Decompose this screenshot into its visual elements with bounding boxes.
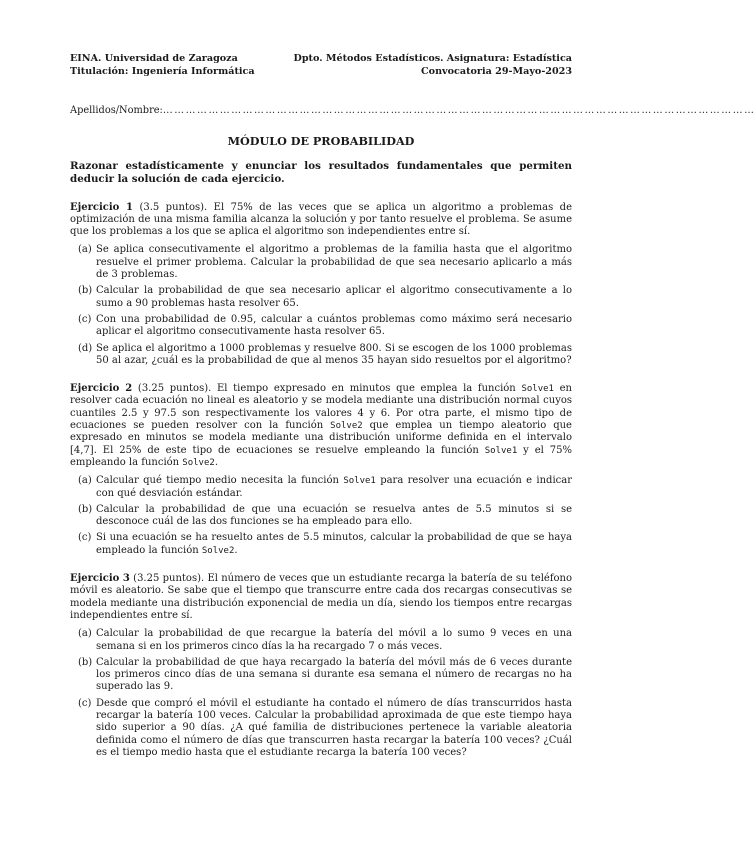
exercise-2-parts	[70, 475, 572, 557]
header-left	[70, 52, 255, 78]
exercise-1-body: El 75% de las veces que se aplica un algoritmo a problemas de optimización de una misma familia alcanza la solución y por tanto resuelve el problema. Se asume que los problemas a los que se aplica el algoritmo son independientes entre sí.	[70, 201, 572, 238]
ex3-part-b: Calcular la probabilidad de que haya recargado la batería del móvil más de 6 veces durante los primeros cinco días de una semana si durante esa semana el número de recargas no ha superado las 9.	[96, 656, 572, 693]
degree-line: Titulación: Ingeniería Informática	[70, 66, 255, 77]
exercise-3-points: (3.25 puntos).	[133, 573, 205, 585]
exercise-2	[70, 383, 572, 557]
ex3-part-a: Calcular la probabilidad de que recargue la batería del móvil a lo sumo 9 veces en una semana si en los primeros cinco días la ha recargado 7 o más veces.	[96, 628, 572, 652]
exercise-2-statement: Ejercicio 2 (3.25 puntos). El tiempo expresado en minutos que emplea la función Solve1 en resolver cada ecuación no lineal es aleatorio y se modela mediante una distribución normal cuyos cuantiles 2.5 y 97.5 son respectivamente los valores 4 y 6. Por otra parte, el mismo tipo de ecuaciones se pueden resolver con la función Solve2 que emplea un tiempo aleatorio que expresado en minutos se modela mediante una distribución uniforme definida en el intervalo [4,7]. El 25% de este tipo de ecuaciones se resuelve empleando la función Solve1 y el 75% empleando la función Solve2.	[70, 383, 572, 468]
list-item: (c) Con una probabilidad de 0.95, calcular a cuántos problemas como máximo será necesario aplicar el algoritmo consecutivamente hasta resolver 65.	[78, 313, 572, 338]
list-item: (d) Se aplica el algoritmo a 1000 problemas y resuelve 800. Si se escogen de los 1000 problemas 50 al azar, ¿cuál es la probabilidad de que al menos 35 hayan sido resueltos por el algoritmo?	[78, 342, 572, 366]
list-item: (a) Calcular la probabilidad de que recargue la batería del móvil a lo sumo 9 veces en una semana si en los primeros cinco días la ha recargado 7 o más veces.	[78, 628, 572, 652]
list-item: (a) Se aplica consecutivamente el algoritmo a problemas de la familia hasta que el algoritmo resuelve el primer problema. Calcular la probabilidad de que sea necesario aplicarlo a más de 3 problemas.	[78, 244, 572, 281]
ex1-part-a: Se aplica consecutivamente el algoritmo a problemas de la familia hasta que el algoritmo resuelve el primer problema. Calcular la probabilidad de que sea necesario aplicarlo a más de 3 problemas.	[96, 244, 572, 281]
exercise-2-heading: Ejercicio 2	[70, 383, 133, 395]
exam-date-line: Convocatoria 29-Mayo-2023	[421, 66, 572, 77]
ex1-part-b: Calcular la probabilidad de que sea necesario aplicar el algoritmo consecutivamente a lo sumo a 90 problemas hasta resolver 65.	[96, 285, 572, 309]
exercise-3-parts	[70, 628, 572, 759]
exercise-3-statement	[70, 573, 572, 622]
function-solve1: Solve1	[484, 445, 518, 456]
list-item: (c) Desde que compró el móvil el estudiante ha contado el número de días transcurridos hasta recargar la batería 100 veces. Calcular la probabilidad aproximada de que este tiempo haya sido superior a 90 días. ¿A qué familia de distribuciones pertenece la variable aleatoria definida como el número de días que transcurren hasta recargar la batería 100 veces? ¿Cuál es el tiempo medio hasta que el estudiante recarga la batería 100 veces?	[78, 697, 572, 758]
name-field	[70, 105, 756, 117]
page-header	[70, 52, 572, 78]
function-solve1: Solve1	[343, 476, 376, 487]
exercise-3	[70, 573, 572, 759]
instructions: Razonar estadísticamente y enunciar los resultados fundamentales que permiten deducir la solución de cada ejercicio.	[70, 159, 572, 185]
exercise-2-points: (3.25 puntos).	[137, 383, 212, 395]
exam-page	[70, 52, 756, 759]
exercise-1-points: (3.5 puntos).	[139, 201, 208, 213]
ex1-part-c: Con una probabilidad de 0.95, calcular a cuántos problemas como máximo será necesario aplicar el algoritmo consecutivamente hasta resolver 65.	[96, 313, 572, 338]
exercise-1-parts	[70, 244, 572, 367]
list-item: (b) Calcular la probabilidad de que haya recargado la batería del móvil más de 6 veces durante los primeros cinco días de una semana si durante esa semana el número de recargas no ha superado las 9.	[78, 656, 572, 693]
function-solve2: Solve2	[330, 421, 363, 432]
ex1-part-d: Se aplica el algoritmo a 1000 problemas y resuelve 800. Si se escogen de los 1000 problemas 50 al azar, ¿cuál es la probabilidad de que al menos 35 hayan sido resueltos por el algoritmo?	[96, 342, 572, 366]
university-line: EINA. Universidad de Zaragoza	[70, 53, 238, 64]
name-dots: …………………………………………………………………………………………………………………………………………	[162, 105, 756, 116]
ex2-part-a: Calcular qué tiempo medio necesita la función Solve1 para resolver una ecuación e indicar con qué desviación estándar.	[96, 475, 572, 499]
module-title: MÓDULO DE PROBABILIDAD	[227, 134, 415, 149]
list-item: (b) Calcular la probabilidad de que sea necesario aplicar el algoritmo consecutivamente a lo sumo a 90 problemas hasta resolver 65.	[78, 285, 572, 309]
department-line: Dpto. Métodos Estadísticos. Asignatura: Estadística	[293, 53, 572, 64]
name-label: Apellidos/Nombre:	[70, 105, 163, 116]
exercise-3-body: El número de veces que un estudiante recarga la batería de su teléfono móvil es aleatorio. Se sabe que el tiempo que transcurre entre cada dos recargas consecutivas se modela mediante una distribución exponencial de media un día, siendo los tiempos entre recargas independientes entre sí.	[70, 573, 572, 621]
list-item: (b) Calcular la probabilidad de que una ecuación se resuelva antes de 5.5 minutos si se desconoce cuál de las dos funciones se ha empleado para ello.	[78, 503, 572, 528]
exercise-1-statement	[70, 202, 572, 239]
ex2-part-b: Calcular la probabilidad de que una ecuación se resuelva antes de 5.5 minutos si se desconoce cuál de las dos funciones se ha empleado para ello.	[96, 503, 572, 528]
exercise-1	[70, 202, 572, 368]
function-solve1: Solve1	[521, 384, 554, 395]
header-right	[294, 52, 572, 78]
exercise-3-heading: Ejercicio 3	[70, 573, 130, 585]
ex3-part-c: Desde que compró el móvil el estudiante ha contado el número de días transcurridos hasta recargar la batería 100 veces. Calcular la probabilidad aproximada de que este tiempo haya sido superior a 90 días. ¿A qué familia de distribuciones pertenece la variable aleatoria definida como el número de días que transcurren hasta recargar la batería 100 veces? ¿Cuál es el tiempo medio hasta que el estudiante recarga la batería 100 veces?	[96, 697, 572, 758]
list-item: (c) Si una ecuación se ha resuelto antes de 5.5 minutos, calcular la probabilidad de que se haya empleado la función Solve2.	[78, 532, 572, 556]
exercise-1-heading: Ejercicio 1	[70, 201, 134, 213]
ex2-part-c: Si una ecuación se ha resuelto antes de 5.5 minutos, calcular la probabilidad de que se haya empleado la función Solve2.	[96, 532, 572, 556]
function-solve2: Solve2	[201, 545, 235, 556]
list-item: (a) Calcular qué tiempo medio necesita la función Solve1 para resolver una ecuación e indicar con qué desviación estándar.	[78, 475, 572, 499]
function-solve2: Solve2	[182, 457, 215, 468]
